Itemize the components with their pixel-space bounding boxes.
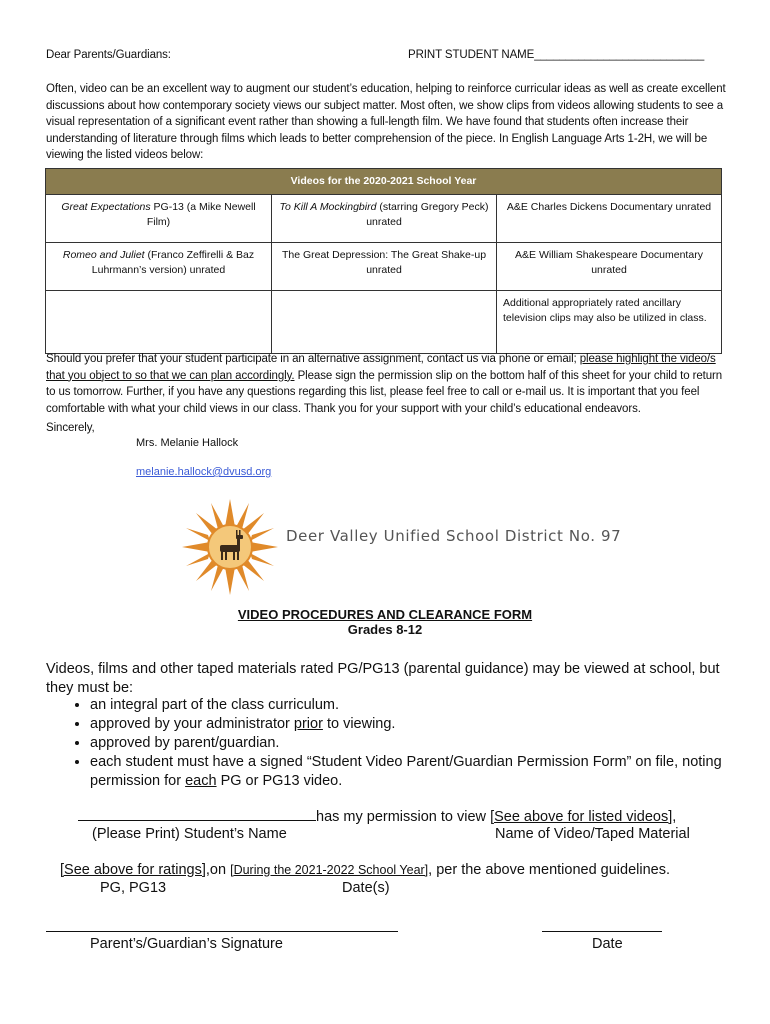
- video-name-label: Name of Video/Taped Material: [495, 826, 690, 842]
- table-cell: [497, 195, 722, 243]
- rating-label: PG, PG13: [100, 880, 167, 896]
- form-grades: Grades 8-12: [347, 622, 423, 637]
- dates-label: Date(s): [342, 880, 390, 896]
- highlight-instruction: please highlight the video/s that you object to so that we can plan accordingly.: [46, 353, 716, 382]
- rule-text-end: PG or PG13 video.: [216, 773, 343, 789]
- table-row: [46, 243, 722, 291]
- video-table: [45, 168, 722, 354]
- closing-paragraph: [46, 351, 726, 417]
- signature-field[interactable]: [46, 931, 398, 932]
- student-name-field[interactable]: [78, 806, 316, 821]
- ratings-field[interactable]: [See above for ratings]: [60, 862, 206, 878]
- form-title-text: VIDEO PROCEDURES AND CLEARANCE FORM: [237, 607, 533, 622]
- rule-emphasis: each: [185, 773, 217, 789]
- video-detail: A&E William Shakespeare Documentary unrated: [515, 249, 703, 276]
- rule-text: approved by parent/guardian.: [90, 735, 280, 751]
- district-name: Deer Valley Unified School District No. 97: [286, 527, 622, 545]
- table-row: [46, 291, 722, 354]
- print-student-name-field[interactable]: PRINT STUDENT NAME___________________________: [408, 49, 705, 61]
- permission-line: [78, 806, 676, 827]
- rule-text: approved by your administrator: [90, 716, 294, 732]
- video-detail: The Great Depression: The Great Shake-up unrated: [281, 249, 487, 276]
- video-title: Great Expectations: [61, 201, 151, 213]
- guidelines-text: , per the above mentioned guidelines.: [428, 862, 671, 878]
- list-item: [90, 696, 740, 715]
- closing-text: Should you prefer that your student participate in an alternative assignment, contact us via phone or email;: [46, 353, 580, 365]
- video-table-heading: Videos for the 2020-2021 School Year: [46, 169, 722, 195]
- permission-text: has my permission to view: [316, 809, 491, 825]
- video-detail: Additional appropriately rated ancillary television clips may also be utilized in class.: [503, 297, 707, 324]
- on-text: ,on: [205, 862, 231, 878]
- video-detail: PG-13 (a Mike Newell Film): [146, 201, 256, 228]
- student-name-label: (Please Print) Student’s Name: [92, 826, 287, 842]
- table-cell: [46, 195, 272, 243]
- table-row: [46, 195, 722, 243]
- table-cell: [46, 291, 272, 354]
- rule-emphasis: prior: [293, 716, 323, 732]
- greeting: Dear Parents/Guardians:: [46, 49, 171, 61]
- rules-list: [46, 696, 740, 791]
- rule-text-end: to viewing.: [322, 716, 396, 732]
- table-cell: [272, 243, 497, 291]
- teacher-name: Mrs. Melanie Hallock: [136, 437, 239, 449]
- intro-paragraph: Often, video can be an excellent way to augment our student’s education, helping to reinforce curricular ideas as well as create excellent discussions about how contemporary society views our subject matter. Most often, we show clips from videos allowing students to see a visual representation of a significant event rather than showing a full-length film. We have found that students often increase their understanding of literature through films which leads to better comprehension of the piece. In English Language Arts 1-2H, we will be viewing the listed videos below:: [46, 83, 726, 161]
- video-title: To Kill A Mockingbird: [279, 201, 377, 213]
- permission-comma: ,: [672, 809, 677, 825]
- table-cell: [272, 291, 497, 354]
- date-field[interactable]: [542, 931, 662, 932]
- closing-text-2: Please sign the permission slip on the bottom half of this sheet for your child to return to us tomorrow. Further, if you have any questions regarding this list, please feel free to call or e-mail us. It is important that you feel comfortable with what your child views in our class. Thank you for your support with your child’s educational endeavors.: [46, 369, 723, 415]
- signature-label: Parent’s/Guardian’s Signature: [90, 936, 283, 952]
- rule-text: an integral part of the class curriculum.: [90, 697, 340, 713]
- video-detail: A&E Charles Dickens Documentary unrated: [506, 201, 712, 213]
- teacher-email-link[interactable]: melanie.hallock@dvusd.org: [136, 466, 272, 478]
- video-detail: (starring Gregory Peck) unrated: [366, 201, 489, 228]
- video-title: Romeo and Juliet: [62, 249, 145, 261]
- sincerely: Sincerely,: [46, 422, 95, 434]
- list-item: [90, 734, 740, 753]
- form-title: [0, 606, 770, 623]
- ratings-line: [60, 861, 670, 880]
- video-name-field[interactable]: [See above for listed videos]: [490, 809, 673, 825]
- date-label: Date: [592, 936, 623, 952]
- list-item: [90, 715, 740, 734]
- table-cell: [46, 243, 272, 291]
- table-cell: [497, 291, 722, 354]
- rule-text: each student must have a signed “Student Video Parent/Guardian Permission Form” on file, noting permission for: [90, 754, 722, 789]
- sun-deer-logo-icon: [180, 497, 280, 597]
- dates-field[interactable]: [During the 2021-2022 School Year]: [230, 863, 429, 877]
- video-detail: (Franco Zeffirelli & Baz Luhrmann’s version) unrated: [91, 249, 255, 276]
- list-item: [90, 753, 740, 791]
- table-cell: [497, 243, 722, 291]
- table-cell: [272, 195, 497, 243]
- rules-intro: Videos, films and other taped materials rated PG/PG13 (parental guidance) may be viewed at school, but they must be:: [46, 661, 720, 696]
